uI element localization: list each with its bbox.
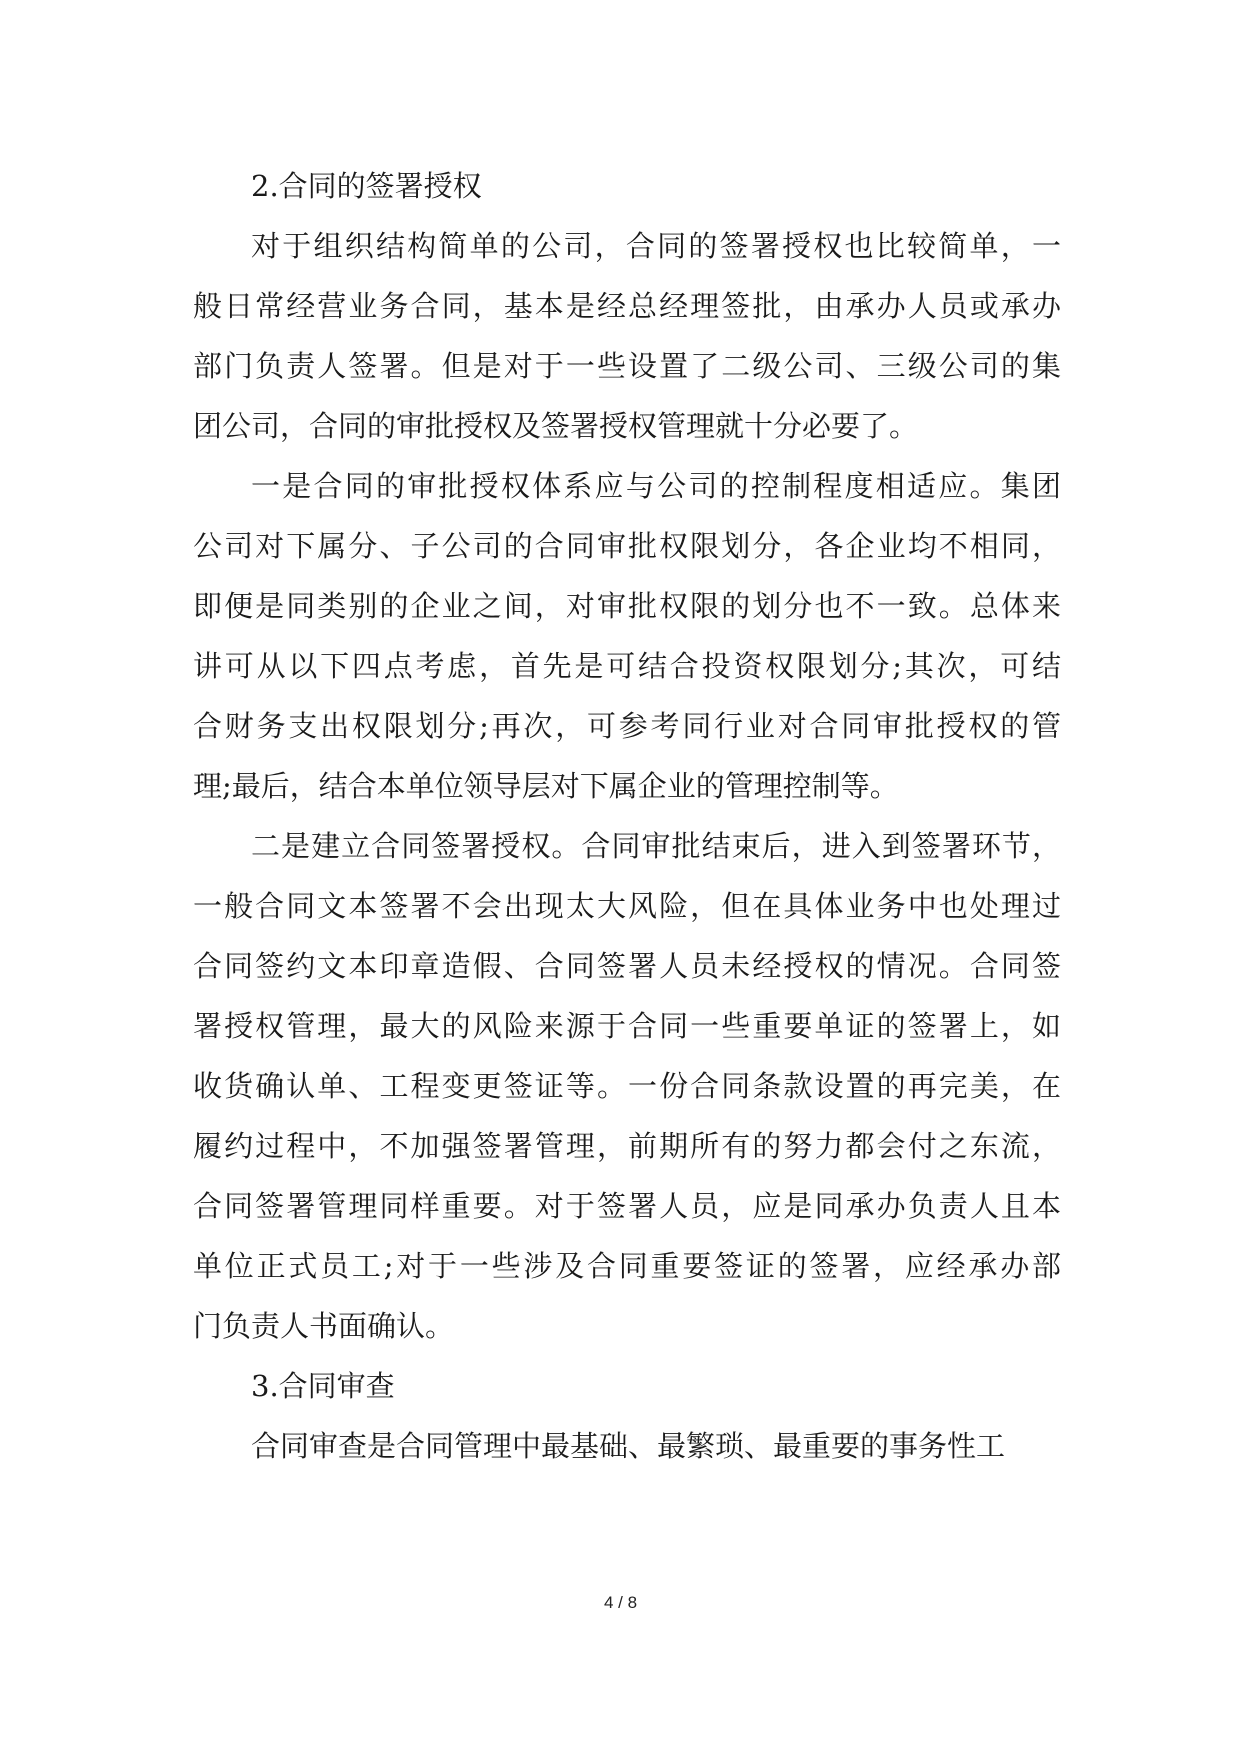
text-line: 部门负责人签署。但是对于一些设置了二级公司、三级公司的集 [193, 349, 1061, 383]
text-line: 收货确认单、工程变更签证等。一份合同条款设置的再完美，在 [193, 1069, 1061, 1103]
text-line: 般日常经营业务合同，基本是经总经理签批，由承办人员或承办 [193, 289, 1061, 323]
text-line: 单位正式员工;对于一些涉及合同重要签证的签署，应经承办部 [193, 1249, 1061, 1283]
text-line: 署授权管理，最大的风险来源于合同一些重要单证的签署上，如 [193, 1009, 1061, 1043]
page-number: 4 / 8 [603, 1593, 638, 1612]
text-line: 合同签署管理同样重要。对于签署人员，应是同承办负责人且本 [193, 1189, 1061, 1223]
text-line: 门负责人书面确认。 [193, 1309, 455, 1343]
text-line: 一般合同文本签署不会出现太大风险，但在具体业务中也处理过 [193, 889, 1061, 923]
paragraph-contract-review-intro [193, 1416, 1061, 1476]
text-line: 履约过程中，不加强签署管理，前期所有的努力都会付之东流， [193, 1129, 1061, 1163]
paragraph-signing-authorization-intro [193, 216, 1061, 456]
text-line: 合同审查是合同管理中最基础、最繁琐、最重要的事务性工 [251, 1429, 1006, 1463]
text-line: 二是建立合同签署授权。合同审批结束后，进入到签署环节， [251, 829, 1061, 863]
text-line: 一是合同的审批授权体系应与公司的控制程度相适应。集团 [251, 469, 1061, 503]
text-line: 团公司，合同的审批授权及签署授权管理就十分必要了。 [193, 409, 919, 443]
text-line: 合同签约文本印章造假、合同签署人员未经授权的情况。合同签 [193, 949, 1061, 983]
paragraph-approval-authorization-system [193, 456, 1061, 816]
text-line: 合财务支出权限划分;再次，可参考同行业对合同审批授权的管 [193, 709, 1061, 743]
page-body [193, 156, 1061, 1476]
text-line: 理;最后，结合本单位领导层对下属企业的管理控制等。 [193, 769, 899, 803]
text-line: 对于组织结构简单的公司，合同的签署授权也比较简单，一 [251, 229, 1061, 263]
text-line: 公司对下属分、子公司的合同审批权限划分，各企业均不相同， [193, 529, 1061, 563]
text-line: 即便是同类别的企业之间，对审批权限的划分也不一致。总体来 [193, 589, 1061, 623]
section-heading-signing-authorization: 2.合同的签署授权 [251, 169, 482, 203]
section-heading-contract-review: 3.合同审查 [251, 1369, 395, 1403]
paragraph-establish-signing-authorization [193, 816, 1061, 1356]
text-line: 讲可从以下四点考虑，首先是可结合投资权限划分;其次，可结 [193, 649, 1061, 683]
